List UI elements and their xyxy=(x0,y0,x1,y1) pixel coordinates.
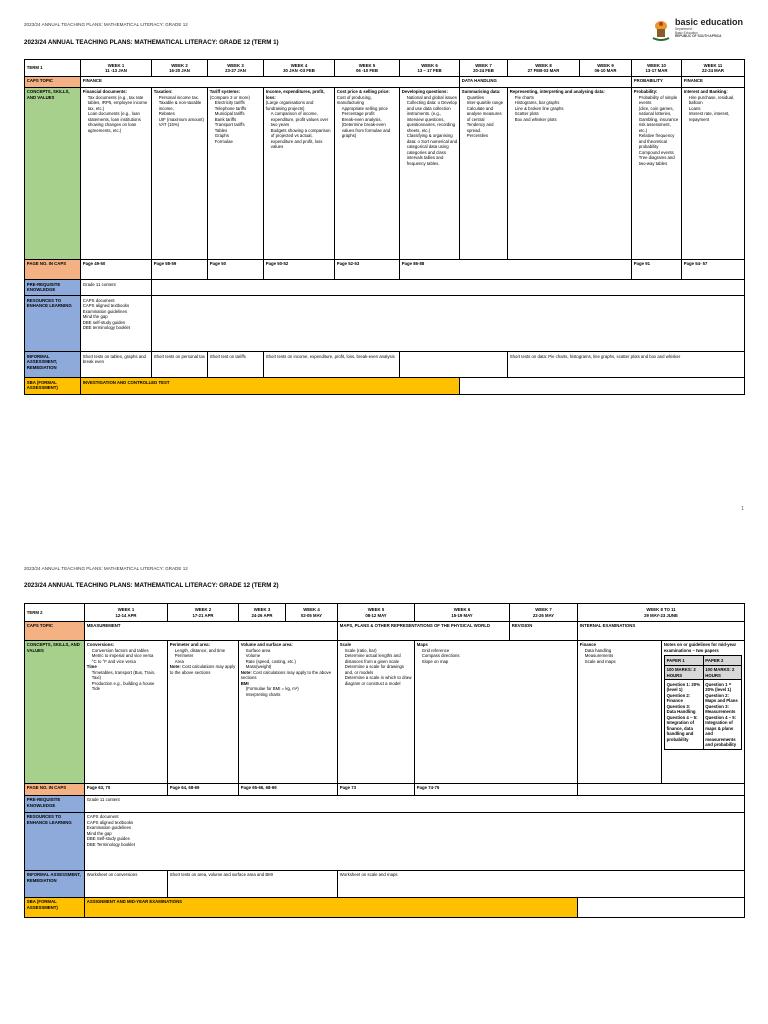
caps-topic-finance-2: FINANCE xyxy=(682,77,745,88)
concepts-w9: Probability: • Probability of simple events • (dice, coin games, national lotteries, • Gambling, insurance risk assessment, etc.) • Relative frequency and theoretical probability • Compound events • Tree diagrams and two-way tables xyxy=(632,88,682,260)
prereq-empty xyxy=(152,280,745,296)
t2-week-2: WEEK 2 17-21 APR xyxy=(168,604,239,622)
page-no-w3: Page 50 xyxy=(208,260,264,280)
prereq-row xyxy=(25,280,745,296)
week-7: WEEK 7 20-24 FEB xyxy=(460,60,508,77)
page-number: 1 xyxy=(741,506,744,512)
t2-page-d: Page 73 xyxy=(338,784,415,796)
informal-e: Short tests on data: Pie charts, histograms, line graphs, scatter plots and box and whisker xyxy=(508,352,745,378)
t2-week-3: WEEK 3 24-26 APR xyxy=(239,604,286,622)
page-no-label: PAGE NO. IN CAPS xyxy=(25,260,81,280)
concepts-conversions: Conversions: • Conversion factors and tables • Metric to imperial and vice versa • °C to °F and vice versa Time • Timetables, transport (Bus, Train, Taxi) • Production e.g., building a house • Tide xyxy=(85,641,168,784)
t2-informal-c: Worksheet on scale and maps xyxy=(338,871,745,898)
resources-empty xyxy=(152,296,745,352)
t2-week-4: WEEK 4 02-05 MAY xyxy=(286,604,338,622)
term-label: TERM 1 xyxy=(25,60,81,77)
concepts-perimeter: Perimeter and area: • Length, distance, and time • Perimeter • Area Note: Cost calculations may apply to the above sections xyxy=(168,641,239,784)
t2-week-7: WEEK 7 22-26 MAY xyxy=(510,604,578,622)
term2-table xyxy=(24,603,745,918)
concepts-volume: Volume and surface area: • Surface area • Volume • Rate (speed, costing, etc.) • Mass(weight) Note: Cost calculations may apply to the above sections BMI • (Formulae for BMI = kg, m²) • Interpreting charts xyxy=(239,641,338,784)
informal-c: Short test on tariffs xyxy=(208,352,264,378)
concepts-w1: Financial documents: • Tax documents (e.g., tax rate tables, IRP5, employee income tax, etc.) • Loan documents (e.g., loan statements, loan institutions showing changes on loan agreements, etc.) xyxy=(81,88,152,260)
concepts-maps: Maps • Grid reference • Compass directions • Slope on map xyxy=(415,641,578,784)
week-2: WEEK 2 16-20 JAN xyxy=(152,60,208,77)
page-no-w4: Page 50-52 xyxy=(264,260,335,280)
paper-2: PAPER 2 xyxy=(703,656,742,665)
page-no-w9: Page 91 xyxy=(632,260,682,280)
week-header-row-2 xyxy=(25,604,745,622)
week-header-row xyxy=(25,60,745,77)
informal-row-2 xyxy=(25,871,745,898)
t2-week-8-11: WEEK 8 TO 11 29 MAY-23 JUNE xyxy=(578,604,745,622)
caps-topic-row-2 xyxy=(25,622,745,641)
informal-label: INFORMAL ASSESSMENT, REMEDIATION xyxy=(25,352,81,378)
week-4: WEEK 4 30 JAN -03 FEB xyxy=(264,60,335,77)
paper-1: PAPER 1 xyxy=(664,656,703,665)
week-3: WEEK 3 23-27 JAN xyxy=(208,60,264,77)
paper-2-questions: Question 1 = 20% (level 1) Question 2: Maps and Plans Question 3: Measurements Question 4 – 5: Integration of maps & plans and measurements and probability xyxy=(703,680,742,750)
informal-empty xyxy=(400,352,508,378)
paper-1-questions: Question 1: 20% (level 1) Question 2: Finance Question 3: Data Handling Question 4 – 5: Integration of finance, data handling and probability xyxy=(664,680,703,750)
resources-list: CAPS document CAPS aligned textbooks Examination guidelines Mind the gap DBE self-study guides DBE terminology booklet xyxy=(81,296,152,352)
caps-topic-data-handling: DATA HANDLING xyxy=(460,77,632,88)
week-8: WEEK 8 27 FEB-03 MAR xyxy=(508,60,580,77)
concepts-w8: Representing, interpreting and analysing data: • Pie charts • Histograms, bar graphs • Line & broken line graphs • Scatter plots • Box and whisker plots xyxy=(508,88,632,260)
week-5: WEEK 5 06 -10 FEB xyxy=(335,60,400,77)
logo-dept1: Department: xyxy=(675,27,693,31)
caps-topic-measurement: MEASUREMENT xyxy=(85,622,338,641)
concepts-row xyxy=(25,88,745,260)
week-1: WEEK 1 11 -13 JAN xyxy=(81,60,152,77)
sba-value-2: ASSIGNMENT AND MID-YEAR EXAMINATIONS xyxy=(85,898,578,918)
logo-country: REPUBLIC OF SOUTH AFRICA xyxy=(675,34,722,38)
informal-b: Short tests on personal tax xyxy=(152,352,208,378)
sba-row-2 xyxy=(25,898,745,918)
sba-empty-2 xyxy=(578,898,745,918)
concepts-w3: Tariff systems: (Compare 2 or more) • Electricity tariffs • Telephone tariffs • Municipal tariffs • Bank tariffs • Transport tariffs • Tables • Graphs • Formulae xyxy=(208,88,264,260)
caps-topic-label: CAPS TOPIC xyxy=(25,77,81,88)
resources-row xyxy=(25,296,745,352)
t2-page-a: Page 63, 70 xyxy=(85,784,168,796)
resources-row-2 xyxy=(25,813,745,871)
concepts-label-2: CONCEPTS, SKILLS, AND VALUES xyxy=(25,641,85,784)
paper-2-marks: 100 MARKS: 2 HOURS xyxy=(703,665,742,680)
running-header-2: 2023/24 ANNUAL TEACHING PLANS: MATHEMATICAL LITERACY: GRADE 12 xyxy=(24,566,188,571)
t2-week-5: WEEK 5 08-12 MAY xyxy=(338,604,415,622)
informal-label-2: INFORMAL ASSESSMENT, REMEDIATION xyxy=(25,871,85,898)
concepts-w4: Income, expenditures, profit, loss: (Large organisations and fundraising projects) • A comparison of income, expenditure, profit values over two years • Budgets showing a comparison of projected vs actual, expenditure and profit, loss values xyxy=(264,88,335,260)
t2-page-c: Page 65-66, 68-69 xyxy=(239,784,338,796)
concepts-w6: Developing questions: • National and global issues • Collecting data: o Develop and use data collection instruments. (e.g., interview questions, questionnaires, recording sheets, etc.) • Classifying & organising data: o Sort numerical and categorical data using categories and class intervals tallies and frequency tables. xyxy=(400,88,460,260)
page-no-w1: Page 49-50 xyxy=(81,260,152,280)
concepts-row-2 xyxy=(25,641,745,784)
sba-value: INVESTIGATION AND CONTROLLED TEST xyxy=(81,378,460,395)
caps-topic-exams: INTERNAL EXAMINATIONS xyxy=(578,622,745,641)
logo-dept2: Basic Education xyxy=(675,31,698,35)
prereq-label: PRE-REQUISITE KNOWLEDGE xyxy=(25,280,81,296)
running-header: 2023/24 ANNUAL TEACHING PLANS: MATHEMATICAL LITERACY: GRADE 12 xyxy=(24,22,188,27)
prereq-value-2: Grade 11 content xyxy=(85,796,745,813)
page-no-w6: Page 86-88 xyxy=(400,260,632,280)
concepts-w5: Cost price & selling price: Cost of producing, manufacturing • Appropriate selling price • Percentage profit • Break-even analysis. • (Determine break-even values from formulae and graphs) xyxy=(335,88,400,260)
t2-informal-b: Short tests on area, volume and surface area and BMI xyxy=(168,871,338,898)
dbe-logo xyxy=(650,18,743,42)
t2-page-empty xyxy=(578,784,745,796)
informal-d: Short tests on income, expenditure, profit, loss, break-even analysis xyxy=(264,352,400,378)
concepts-finance: Finance • Data handling • Measurements • Scale and maps xyxy=(578,641,662,784)
concepts-label: CONCEPTS, SKILLS, AND VALUES xyxy=(25,88,81,260)
week-11: WEEK 11 22-24 MAR xyxy=(682,60,745,77)
page-no-row-2 xyxy=(25,784,745,796)
sba-empty xyxy=(460,378,745,395)
t2-page-e: Page 74-75 xyxy=(415,784,578,796)
sba-row xyxy=(25,378,745,395)
informal-row xyxy=(25,352,745,378)
concepts-w7: Summarising data: • Quartiles • Inter-quartile range • Calculate and analyse measures of central • Tendency and spread. • Percentiles xyxy=(460,88,508,260)
prereq-row-2 xyxy=(25,796,745,813)
concepts-w2: Taxation: • Personal income tax. • Taxable & non-taxable income, • Rebates • UIF (maximum amount) • VAT (15%) xyxy=(152,88,208,260)
page-title-2: 2023/24 ANNUAL TEACHING PLANS: MATHEMATICAL LITERACY: GRADE 12 (TERM 2) xyxy=(24,582,279,589)
prereq-label-2: PRE-REQUISITE KNOWLEDGE xyxy=(25,796,85,813)
sba-label-2: SBA (FORMAL ASSESSMENT) xyxy=(25,898,85,918)
week-10: WEEK 10 13-17 MAR xyxy=(632,60,682,77)
week-9: WEEK 9 06-10 MAR xyxy=(580,60,632,77)
logo-name: basic education xyxy=(675,17,744,27)
page-no-label-2: PAGE NO. IN CAPS xyxy=(25,784,85,796)
t2-page-b: Page 64, 68-69 xyxy=(168,784,239,796)
coat-of-arms-icon xyxy=(650,18,672,42)
prereq-value: Grade 11 content xyxy=(81,280,152,296)
caps-topic-probability: PROBABILITY xyxy=(632,77,682,88)
t2-week-1: WEEK 1 12-14 APR xyxy=(85,604,168,622)
caps-topic-label-2: CAPS TOPIC xyxy=(25,622,85,641)
page-no-w10: Page 54- 57 xyxy=(682,260,745,280)
term1-table xyxy=(24,59,745,395)
caps-topic-finance: FINANCE xyxy=(81,77,460,88)
paper-1-marks: 100 MARKS: 2 HOURS xyxy=(664,665,703,680)
t2-informal-a: Worksheet on conversions xyxy=(85,871,168,898)
informal-a: Short tests on tables, graphs and break even xyxy=(81,352,152,378)
week-6: WEEK 6 13 – 17 FEB xyxy=(400,60,460,77)
resources-list-2: CAPS document CAPS aligned textbooks Examination guidelines Mind the gap DBE Self-study guides DBE Terminology booklet xyxy=(85,813,745,871)
resources-label: RESOURCES TO ENHANCE LEARNING xyxy=(25,296,81,352)
sba-label: SBA (FORMAL ASSESSMENT) xyxy=(25,378,81,395)
page-no-w5: Page 52-53 xyxy=(335,260,400,280)
t2-week-6: WEEK 6 15-19 MAY xyxy=(415,604,510,622)
term-label-2: TERM 2 xyxy=(25,604,85,622)
caps-topic-maps: MAPS, PLANS & OTHER REPRESENTATIONS OF THE PHYSICAL WORLD xyxy=(338,622,510,641)
page-no-row xyxy=(25,260,745,280)
resources-label-2: RESOURCES TO ENHANCE LEARNING xyxy=(25,813,85,871)
exam-papers-table xyxy=(664,655,742,750)
page-no-w2: Page 58-59 xyxy=(152,260,208,280)
concepts-scale: Scale • Scale (ratio, bar) • Determine actual lengths and distances from a given scale • Determine a scale for drawings and, or models • Determine a scale in which to draw diagram or construct a model xyxy=(338,641,415,784)
caps-topic-row xyxy=(25,77,745,88)
concepts-exams: Notes on or guidelines for mid-year examinations – two papers PAPER 1 PAPER 2 100 MARKS: 2 HOURS 100 MARKS: 2 HOURS Question 1: 20% (level 1) Question 2: Finance Question 3: Data Handling Question 4 – 5: Integration of finance, data handling and probability Question 1 = 20% (level 1) Question 2: Maps and Plans Question 3: Measurements Question 4 – 5: Integration of maps & plans and measurements and probability xyxy=(662,641,745,784)
page-title: 2023/24 ANNUAL TEACHING PLANS: MATHEMATICAL LITERACY: GRADE 12 (TERM 1) xyxy=(24,39,279,46)
concepts-w10: Interest and Banking: • Hire purchase, residual, balloon • Loans • Interest rate, interest, repayment xyxy=(682,88,745,260)
caps-topic-revision: REVISION xyxy=(510,622,578,641)
